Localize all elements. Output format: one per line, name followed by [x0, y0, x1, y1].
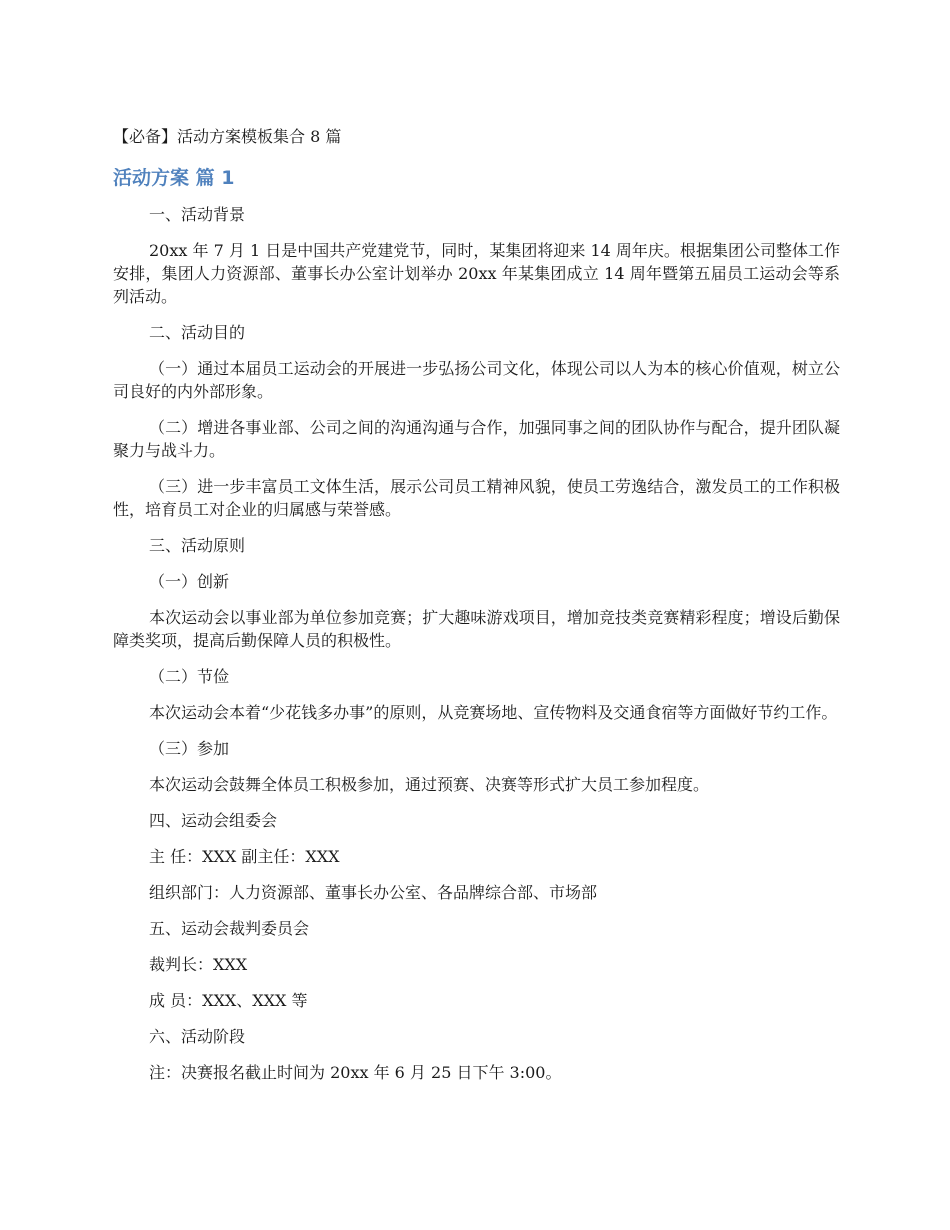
- heading-organizing-committee: 四、运动会组委会: [149, 811, 278, 830]
- heading-activity-background: 一、活动背景: [149, 205, 246, 224]
- paragraph-chief-referee: 裁判长：XXX: [149, 955, 248, 974]
- paragraph-participation: 本次运动会鼓舞全体员工积极参加，通过预赛、决赛等形式扩大员工参加程度。: [149, 775, 710, 794]
- paragraph-background: 20xx 年 7 月 1 日是中国共产党建党节，同时，某集团将迎来 14 周年庆。根据集团公司整体工作安排，集团人力资源部、董事长办公室计划举办 20xx 年某集团成立 14 周年暨第五届员工运动会等系列活动。: [113, 241, 840, 306]
- heading-activity-principles: 三、活动原则: [149, 536, 246, 555]
- document-body: [113, 203, 840, 1097]
- paragraph-innovation: 本次运动会以事业部为单位参加竞赛；扩大趣味游戏项目，增加竞技类竞赛精彩程度；增设后勤保障类奖项，提高后勤保障人员的积极性。: [113, 608, 840, 650]
- paragraph-directors: 主 任：XXX 副主任：XXX: [149, 847, 340, 866]
- document-title: 【必备】活动方案模板集合 8 篇: [113, 127, 342, 146]
- heading-activity-stages: 六、活动阶段: [149, 1027, 246, 1046]
- paragraph-organizing-departments: 组织部门：人力资源部、董事长办公室、各品牌综合部、市场部: [149, 883, 598, 902]
- heading-referee-committee: 五、运动会裁判委员会: [149, 919, 310, 938]
- paragraph-purpose-1: （一）通过本届员工运动会的开展进一步弘扬公司文化，体现公司以人为本的核心价值观，树立公司良好的内外部形象。: [113, 359, 840, 401]
- subheading-innovation: （一）创新: [149, 572, 230, 591]
- paragraph-purpose-3: （三）进一步丰富员工文体生活，展示公司员工精神风貌，使员工劳逸结合，激发员工的工作积极性，培育员工对企业的归属感与荣誉感。: [113, 477, 840, 519]
- paragraph-members: 成 员：XXX、XXX 等: [149, 991, 308, 1010]
- subheading-thrift: （二）节俭: [149, 667, 230, 686]
- paragraph-note: 注：决赛报名截止时间为 20xx 年 6 月 25 日下午 3:00。: [149, 1063, 562, 1082]
- heading-activity-purpose: 二、活动目的: [149, 323, 246, 342]
- paragraph-thrift: 本次运动会本着“少花钱多办事”的原则，从竞赛场地、宣传物料及交通食宿等方面做好节约工作。: [149, 703, 838, 722]
- paragraph-purpose-2: （二）增进各事业部、公司之间的沟通沟通与合作，加强同事之间的团队协作与配合，提升团队凝聚力与战斗力。: [113, 418, 840, 460]
- subheading-participation: （三）参加: [149, 739, 230, 758]
- section-heading: 活动方案 篇 1: [113, 167, 235, 189]
